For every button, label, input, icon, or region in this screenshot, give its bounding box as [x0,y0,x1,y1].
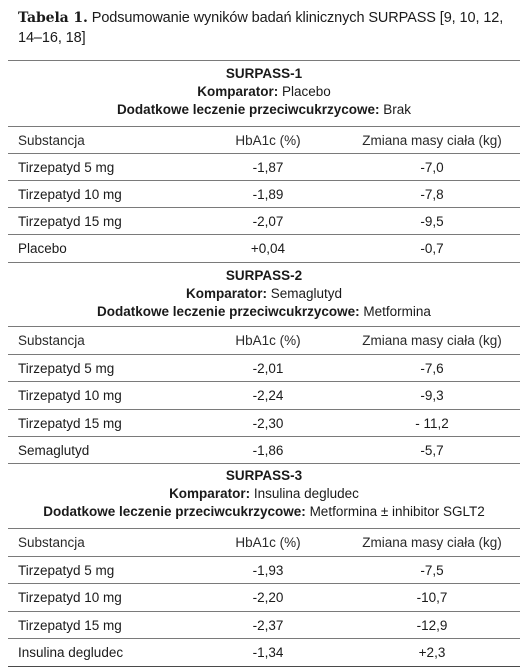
cell-weight-change: -7,6 [420,361,444,376]
section-1-header [8,65,520,119]
cell-substance: Tirzepatyd 5 mg [18,563,115,578]
table-caption [18,8,518,48]
cell-substance: Tirzepatyd 10 mg [18,590,122,605]
cell-hba1c: -1,87 [252,160,284,175]
table-row [8,410,520,437]
table-row [8,154,520,181]
table-row [8,355,520,382]
column-header-hba1c: HbA1c (%) [235,333,301,348]
section-comparator: Komparator: Placebo [197,84,331,99]
section-title: SURPASS-2 [225,268,303,283]
table-row [8,639,520,666]
column-header-substance: Substancja [18,535,85,550]
column-header-substance: Substancja [18,133,85,148]
cell-weight-change: -9,5 [420,214,444,229]
column-header-weight-change: Zmiana masy ciała (kg) [362,133,502,148]
table-row [8,382,520,409]
section-comparator: Komparator: Semaglutyd [185,286,343,301]
cell-weight-change: -9,3 [420,388,444,403]
column-header-row [8,127,520,154]
cell-substance: Tirzepatyd 10 mg [18,187,122,202]
cell-hba1c: -2,07 [252,214,284,229]
table-bottom-rule [8,666,520,667]
cell-hba1c: -1,34 [252,645,284,660]
cell-hba1c: +0,04 [250,241,286,256]
cell-substance: Tirzepatyd 5 mg [18,160,115,175]
column-header-weight-change: Zmiana masy ciała (kg) [362,535,502,550]
section-2-header [8,267,520,321]
rule [8,262,520,263]
cell-weight-change: -12,9 [416,618,448,633]
cell-hba1c: -2,01 [252,361,284,376]
cell-weight-change: -7,5 [420,563,444,578]
cell-substance: Tirzepatyd 10 mg [18,388,122,403]
cell-substance: Tirzepatyd 15 mg [18,214,122,229]
cell-weight-change: -0,7 [420,241,444,256]
section-additional-treatment: Dodatkowe leczenie przeciwcukrzycowe: Brak [116,102,412,117]
cell-substance: Tirzepatyd 15 mg [18,416,122,431]
cell-hba1c: -2,37 [252,618,284,633]
cell-substance: Semaglutyd [18,443,90,458]
section-additional-treatment: Dodatkowe leczenie przeciwcukrzycowe: Metformina ± inhibitor SGLT2 [43,504,485,519]
section-title: SURPASS-3 [225,468,303,483]
column-header-row [8,529,520,556]
cell-hba1c: -1,89 [252,187,284,202]
section-additional-treatment: Dodatkowe leczenie przeciwcukrzycowe: Metformina [97,304,431,319]
section-title: SURPASS-1 [225,66,303,81]
cell-substance: Insulina degludec [18,645,124,660]
column-header-weight-change: Zmiana masy ciała (kg) [362,333,502,348]
cell-weight-change: -5,7 [420,443,444,458]
table-row [8,557,520,584]
cell-substance: Placebo [18,241,67,256]
table-row [8,612,520,639]
cell-substance: Tirzepatyd 15 mg [18,618,122,633]
table-title: Podsumowanie wyników badań klinicznych SURPASS [9, 10, 12, 14–16, 18] [18,10,504,46]
cell-weight-change: -7,8 [420,187,444,202]
column-header-row [8,327,520,354]
table-row [8,235,520,262]
table-row [8,584,520,611]
cell-weight-change: -7,0 [420,160,444,175]
rule [8,463,520,464]
section-comparator: Komparator: Insulina degludec [169,486,359,501]
cell-hba1c: -2,24 [252,388,284,403]
table-row [8,181,520,208]
cell-weight-change: -10,7 [416,590,448,605]
cell-hba1c: -1,93 [252,563,284,578]
column-header-hba1c: HbA1c (%) [235,535,301,550]
table-top-rule [8,60,520,61]
table-row [8,208,520,235]
cell-weight-change: +2,3 [418,645,446,660]
cell-hba1c: -2,30 [252,416,284,431]
cell-substance: Tirzepatyd 5 mg [18,361,115,376]
table-row [8,437,520,464]
cell-hba1c: -1,86 [252,443,284,458]
column-header-hba1c: HbA1c (%) [235,133,301,148]
section-3-header [8,467,520,521]
cell-hba1c: -2,20 [252,590,284,605]
table-label: Tabela 1. [18,10,88,26]
cell-weight-change: - 11,2 [415,416,449,431]
column-header-substance: Substancja [18,333,85,348]
